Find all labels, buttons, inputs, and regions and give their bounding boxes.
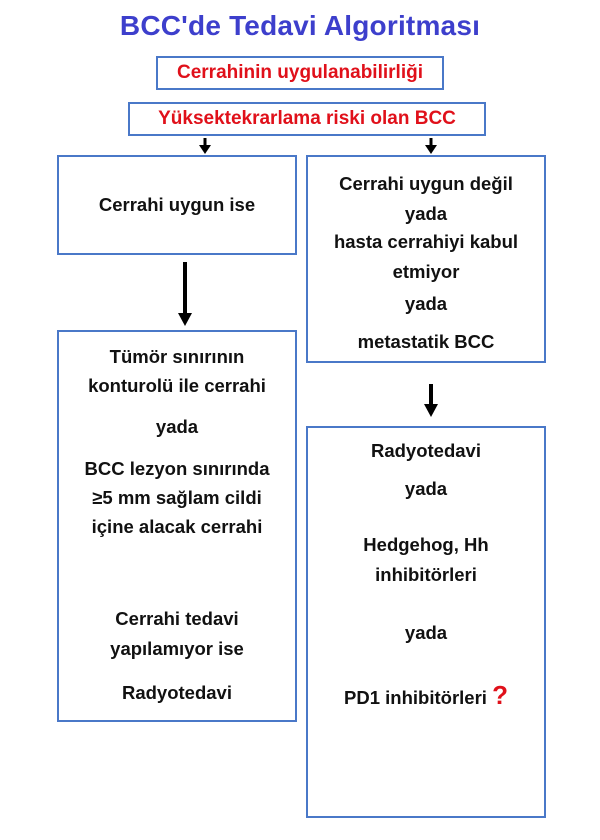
box-line: yada — [155, 416, 199, 437]
box-line: metastatik BCC — [357, 331, 495, 352]
box-line: Tümör sınırının — [109, 346, 245, 367]
box-line: BCC lezyon sınırında — [84, 458, 270, 479]
diagram-title: BCC'de Tedavi Algoritması — [119, 10, 481, 41]
box-surgery-suitable-label: Cerrahi uygun ise — [98, 194, 256, 215]
box-line: içine alacak cerrahi — [91, 516, 263, 537]
box-line: yada — [404, 622, 448, 643]
box-line: etmiyor — [392, 261, 460, 282]
box-line: Hedgehog, Hh — [363, 534, 489, 555]
box-line: Cerrahi uygun değil — [339, 173, 513, 194]
box-line: Radyotedavi — [121, 682, 232, 703]
arrow-down-left-bottom — [178, 262, 192, 326]
criteria-label-high-recurrence: Yüksektekrarlama riski olan BCC — [158, 108, 456, 129]
box-line: yapılamıyor ise — [110, 638, 244, 659]
box-line: Cerrahi tedavi — [115, 608, 239, 629]
criteria-label-surgery-applicability: Cerrahinin uygulanabilirliği — [177, 62, 423, 83]
question-mark-icon: ? — [492, 680, 508, 710]
box-line: Radyotedavi — [370, 440, 481, 461]
box-line: yada — [404, 293, 448, 314]
box-line: yada — [404, 478, 448, 499]
arrow-down-right-bottom — [424, 384, 438, 417]
box-line: ≥5 mm sağlam cildi — [92, 487, 262, 508]
box-line: hasta cerrahiyi kabul — [333, 231, 519, 252]
arrow-down-right-top — [425, 138, 437, 154]
box-line: yada — [404, 203, 448, 224]
box-line: konturolü ile cerrahi — [88, 375, 266, 396]
box-line: inhibitörleri — [375, 564, 477, 585]
box-line-pd1: PD1 inhibitörleri — [344, 687, 487, 708]
arrow-down-left-top — [199, 138, 211, 154]
